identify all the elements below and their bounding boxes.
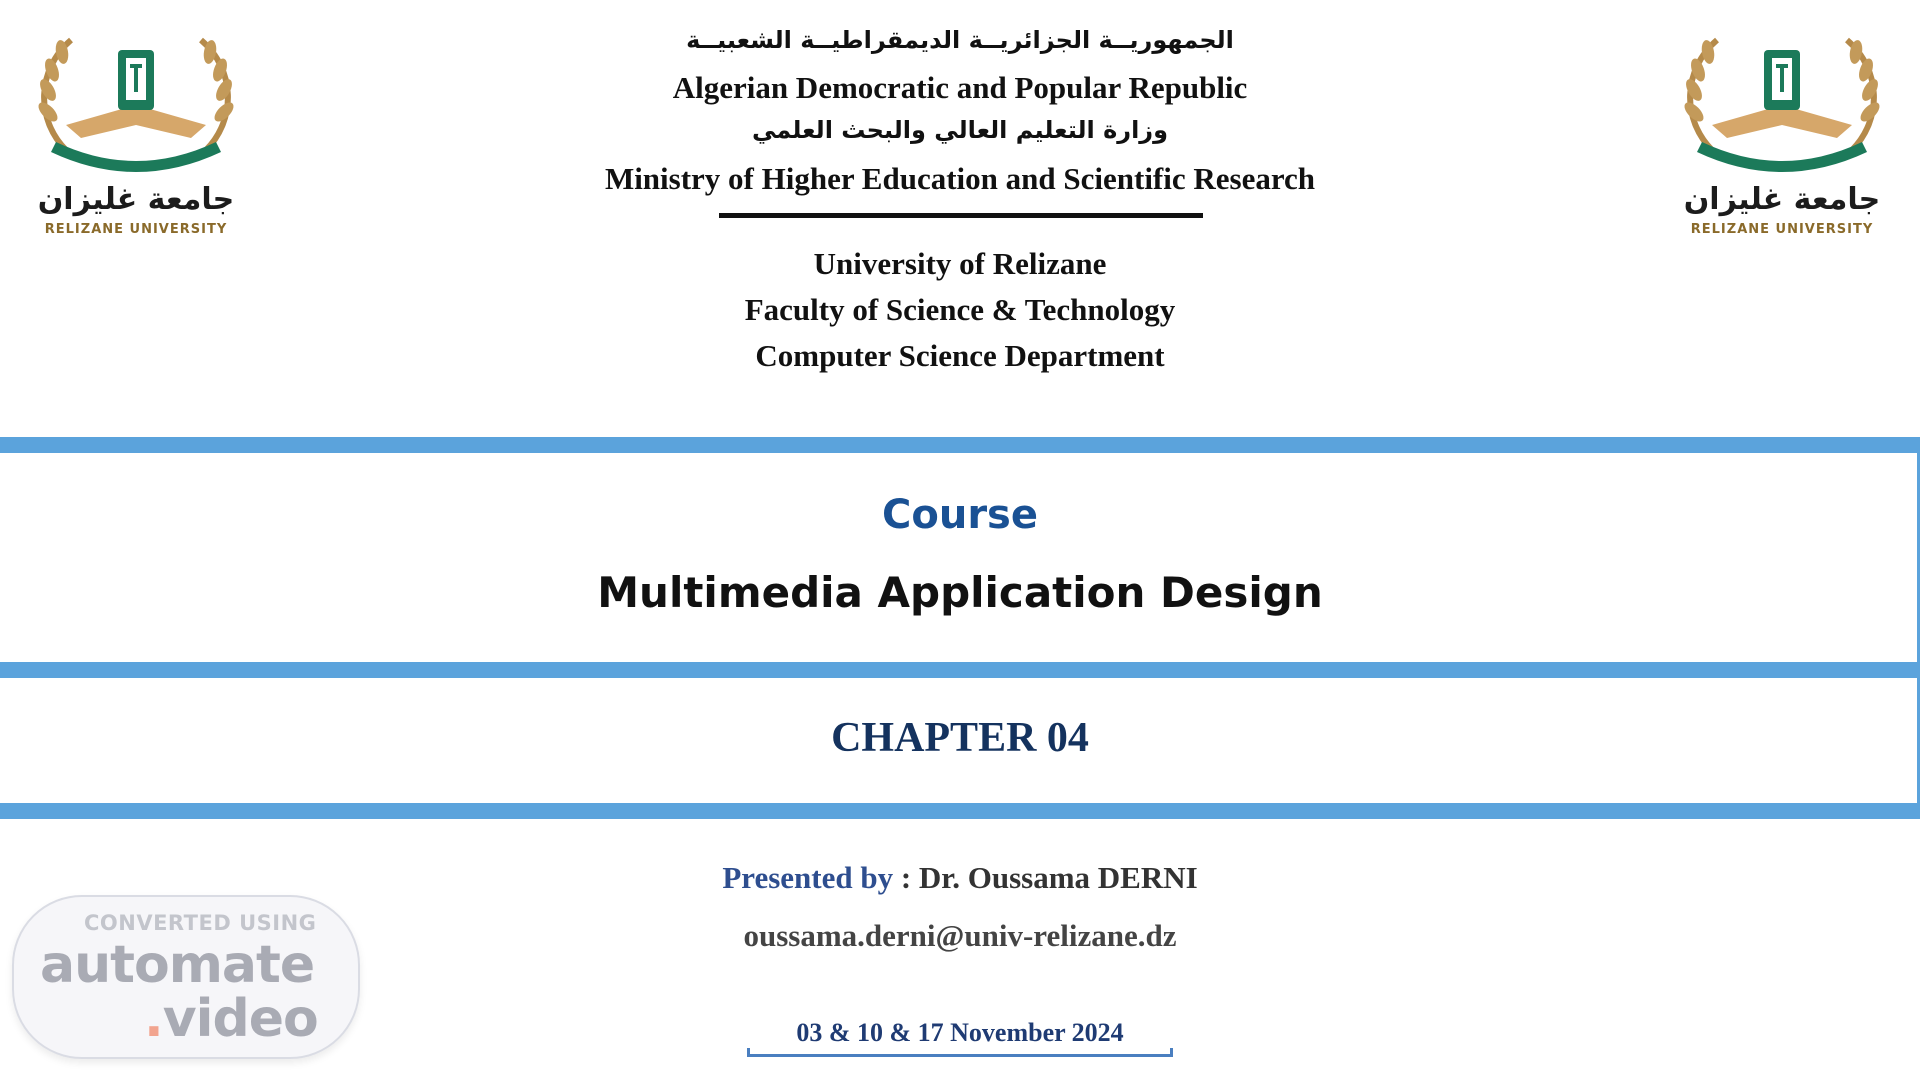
watermark-video: video	[162, 989, 318, 1049]
watermark-dot: .	[144, 989, 163, 1049]
faculty-name: Faculty of Science & Technology	[744, 292, 1176, 327]
arabic-ministry-line: وزارة التعليم العالي والبحث العلمي	[751, 116, 1169, 144]
date-underline	[747, 1054, 1173, 1057]
band-top	[0, 437, 1920, 453]
course-title: Multimedia Application Design	[597, 568, 1323, 617]
band-middle	[0, 662, 1920, 678]
logo-english-name: RELIZANE UNIVERSITY	[1690, 222, 1874, 237]
watermark-line3	[144, 989, 318, 1049]
arabic-republic-line: الجمهوريــة الجزائريــة الديمقراطيــة الشعبيــة	[686, 26, 1234, 54]
presenter-name: Dr. Oussama DERNI	[918, 860, 1198, 895]
presentation-date: 03 & 10 & 17 November 2024	[796, 1018, 1124, 1047]
presenter-label: Presented by	[722, 860, 894, 895]
logo-arabic-name: جامعة غليزان	[37, 182, 235, 217]
watermark-line1: CONVERTED USING	[84, 911, 317, 935]
republic-line: Algerian Democratic and Popular Republic	[672, 70, 1248, 105]
chapter-title: CHAPTER 04	[831, 715, 1089, 761]
course-label: Course	[882, 492, 1038, 538]
converter-watermark	[12, 895, 360, 1059]
band-bottom	[0, 803, 1920, 819]
logo-arabic-name: جامعة غليزان	[1683, 182, 1881, 217]
watermark-line2: automate	[40, 935, 315, 995]
logo-english-name: RELIZANE UNIVERSITY	[44, 222, 228, 237]
ministry-line: Ministry of Higher Education and Scientific Research	[604, 161, 1316, 196]
department-name: Computer Science Department	[755, 338, 1165, 373]
presenter-separator: :	[893, 860, 919, 895]
presenter-email: oussama.derni@univ-relizane.dz	[743, 918, 1177, 953]
university-name: University of Relizane	[813, 246, 1107, 281]
presenter-line	[0, 860, 1920, 896]
header-divider	[719, 213, 1203, 218]
